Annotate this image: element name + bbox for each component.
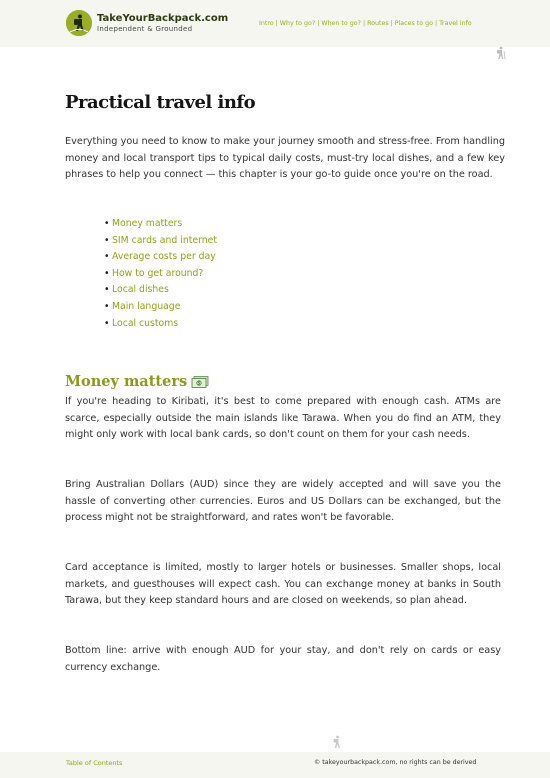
toc-link-local-customs[interactable]: Local customs [112,317,179,329]
money-icon [191,376,209,388]
logo[interactable] [66,10,92,36]
nav-item-when-to-go[interactable]: When to go? [321,20,361,27]
section-list [104,216,217,332]
nav-item-travel-info[interactable]: Travel info [439,20,472,27]
toc-link-average-costs[interactable]: Average costs per day [112,251,216,263]
toc-link-get-around[interactable]: How to get around? [112,267,204,279]
toc-link-sim-cards[interactable]: SIM cards and internet [112,234,217,246]
brand-tagline: Independent & Grounded [97,25,193,33]
nav-item-intro[interactable]: Intro [259,20,274,27]
brand-name[interactable]: TakeYourBackpack.com [97,13,229,24]
page-title: Practical travel info [65,92,256,113]
paragraph: Bottom line: arrive with enough AUD for your stay, and don't rely on cards or easy currency exchange. [65,645,501,673]
hiker-logo-icon [66,10,92,36]
toc-link-main-language[interactable]: Main language [112,300,181,312]
nav-separator: | [315,20,322,27]
hiker-icon [331,735,343,749]
nav-item-places-to-go[interactable]: Places to go [394,20,433,27]
svg-text:$: $ [197,380,201,386]
nav-separator: | [432,20,440,27]
paragraph: Card acceptance is limited, mostly to larger hotels or businesses. Smaller shops, local markets, and guesthouses will expect cash. You can exchange money at banks in South Tarawa, but they keep standard hours and are closed on weekends, so plan ahead. [65,562,501,607]
list-item [104,233,217,250]
list-item [104,282,217,299]
paragraph: If you're heading to Kiribati, it's best to come prepared with enough cash. ATMs are scarce, especially outside the main islands like Tarawa. When you do find an ATM, they might only work with local bank cards, so don't count on them for your cash needs. [65,396,501,441]
list-item [104,266,217,283]
nav-item-why-to-go[interactable]: Why to go? [279,20,316,27]
section-heading-text: Money matters [65,373,188,390]
nav-item-routes[interactable]: Routes [367,20,389,27]
nav-separator: | [388,20,395,27]
nav-separator: | [360,20,368,27]
list-item [104,216,217,233]
list-item [104,249,217,266]
list-item [104,316,217,333]
nav-separator: | [273,20,280,27]
list-item [104,299,217,316]
table-of-contents-link[interactable]: Table of Contents [66,759,123,767]
paragraph: Bring Australian Dollars (AUD) since they are widely accepted and will save you the hassle of converting other currencies. Euros and US Dollars can be exchanged, but the process might not be straightforward, and rates won't be favorable. [65,479,501,524]
brand [97,13,228,34]
toc-link-money-matters[interactable]: Money matters [112,218,183,229]
section-heading-money-matters [65,373,209,390]
intro-paragraph: Everything you need to know to make your journey smooth and stress-free. From handling money and local transport tips to typical daily costs, must-try local dishes, and a few key phrases to help you connect — this chapter is your go-to guide once you're on the road. [65,136,505,181]
hiker-icon [493,46,507,60]
copyright-notice: © takeyourbackpack.com, no rights can be derived [314,759,477,766]
toc-link-local-dishes[interactable]: Local dishes [112,284,169,296]
top-nav [259,20,472,27]
